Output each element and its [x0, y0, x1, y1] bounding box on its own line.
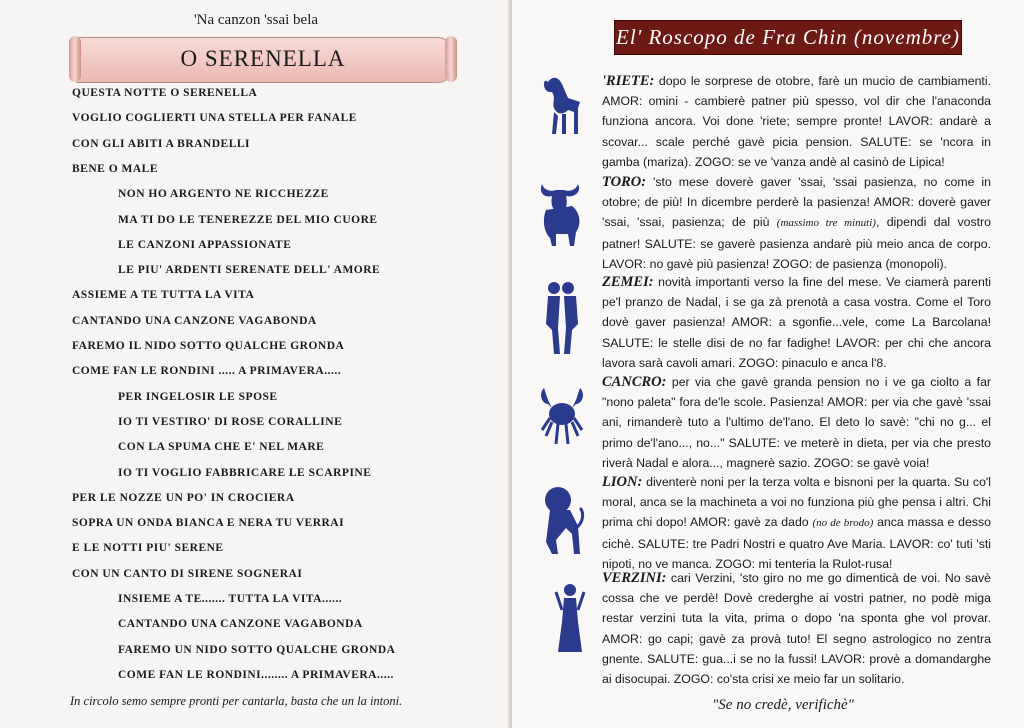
sign-text: cari Verzini, 'sto giro no me go dimenticà de voi. No savè cossa che ve perdè! Dovè crederghe ai vostri patner, no podè miga restar verzini tuta la vita, prima o dopo 'na sponta ghe vol provar. AMOR: go capi; gavè za provà tuto! El segno astrologico no zentra gnente. SALUTE: gua...i se no la fussi! LAVOR: provè a domandarghe ai disocupai. ZOGO: co'sta crisi xe meio far un solitario. — [602, 571, 991, 687]
lyric-line: BENE O MALE — [72, 162, 159, 175]
lyric-line: NON HO ARGENTO NE RICCHEZZE — [118, 188, 329, 201]
lyric-line: QUESTA NOTTE O SERENELLA — [72, 87, 258, 99]
title-scroll — [74, 37, 452, 83]
cancer-icon — [538, 380, 582, 452]
lyric-line: LE CANZONI APPASSIONATE — [118, 238, 292, 251]
taurus-icon — [536, 176, 580, 248]
lyric-line: LE PIU' ARDENTI SERENATE DELL' AMORE — [118, 264, 381, 277]
song-supertitle: 'Na canzon 'ssai bela — [193, 12, 319, 28]
horoscope-leo — [602, 472, 991, 574]
sign-text: per via che gavè granda pension no i ve ga ciolto a far "nono paleta" fora de'le scole. Pasienza! AMOR: per via che gavè 'ssai ani, rimanderè tuto a l'ultimo de'l'ano. El deto lo savè: "chi no g... el primo de'l'ano..., no..." SALUTE: ve meterè in dieta, per via che presto riverà Nadal e alora..., magnerè sazio. ZOGO: se gavè voia! — [602, 375, 991, 470]
sign-name: TORO: — [602, 174, 647, 190]
lyric-line: PER LE NOZZE UN PO' IN CROCIERA — [72, 491, 295, 504]
lyric-line: COME FAN LE RONDINI........ A PRIMAVERA..... — [118, 668, 394, 681]
lyric-line: SOPRA UN ONDA BIANCA E NERA TU VERRAI — [72, 517, 345, 530]
sign-name: 'RIETE: — [602, 73, 655, 89]
sign-text: , dipendi dal vostro patner! SALUTE: se gaverè pasienza andarè più meio anca de corpo. LAVOR: no gavè più pasienza! ZOGO: de pasienza (monopoli). — [602, 215, 991, 271]
lyric-line: IO TI VOGLIO FABBRICARE LE SCARPINE — [118, 466, 372, 479]
horoscope-aries — [602, 71, 991, 172]
lyric-line: IO TI VESTIRO' DI ROSE CORALLINE — [118, 415, 343, 428]
sign-text: diventerè noni per la terza volta e bisnoni per la quarta. Su co'l moral, anca se la machineta a voi no funziona più ghe pensa i altri. Chi prima chi dopo! AMOR: gavè za dado — [602, 475, 991, 530]
horoscope-gemini — [602, 272, 991, 373]
sign-name: ZEMEI: — [602, 274, 654, 290]
lyric-line: ASSIEME A TE TUTTA LA VITA — [72, 289, 255, 302]
lyric-line: CANTANDO UNA CANZONE VAGABONDA — [118, 618, 363, 631]
gemini-icon — [540, 278, 584, 358]
sign-name: VERZINI: — [602, 570, 667, 586]
lyric-line: CON GLI ABITI A BRANDELLI — [72, 137, 251, 150]
leo-icon — [540, 482, 584, 558]
lyric-line: CON UN CANTO DI SIRENE SOGNERAI — [72, 567, 303, 580]
lyric-line: COME FAN LE RONDINI ..... A PRIMAVERA..... — [72, 365, 342, 378]
lyric-line: CON LA SPUMA CHE E' NEL MARE — [118, 441, 325, 454]
sign-aside: (no de brodo) — [812, 517, 874, 530]
sign-name: LION: — [602, 474, 643, 490]
horoscope-cancer — [602, 372, 991, 473]
sign-text: anca massa e desso cichè. SALUTE: tre Padri Nostri e quatro Ave Maria. LAVOR: co' tuti 'sti nipoti, no ve manca. ZOGO: mi tenteria la Rulot-rusa! — [602, 515, 991, 571]
horoscope-title-banner — [614, 20, 962, 55]
lyric-line: E LE NOTTI PIU' SERENE — [72, 542, 224, 555]
lyric-line: CANTANDO UNA CANZONE VAGABONDA — [72, 314, 317, 327]
horoscope-virgo — [602, 568, 991, 689]
horoscope-title: El' Roscopo de Fra Chin (novembre) — [616, 25, 960, 49]
horoscope-taurus — [602, 172, 991, 274]
lyric-line: VOGLIO COGLIERTI UNA STELLA PER FANALE — [72, 112, 357, 125]
song-title: O SERENELLA — [180, 46, 346, 71]
lyric-line: PER INGELOSIR LE SPOSE — [118, 390, 278, 403]
sign-aside: (massimo tre minuti) — [776, 217, 876, 230]
lyric-line: INSIEME A TE....... TUTTA LA VITA...... — [118, 593, 343, 605]
virgo-icon — [552, 582, 596, 654]
sign-text: novità importanti verso la fine del mese. Ve ciamerà parenti pe'l pranzo de Nadal, i se ga zà prenotà a casa vostra. Come el Toro dovè gaver pasienza! AMOR: a sgonfie...vele, come La Barcolana! SALUTE: le stelle disi de no far fadighe! LAVOR: per chi che ancora lavora sarà cavoli amari. ZOGO: pinaculo e anca l'8. — [602, 275, 991, 370]
aries-icon — [540, 72, 584, 152]
song-footnote: In circolo semo sempre pronti per cantarla, basta che un la intoni. — [70, 694, 403, 708]
sign-text: 'sto mese doverè gaver 'ssai, 'ssai pasienza, no come in otobre; de più! In dicembre perderè la pasienza! AMOR: doverè gaver 'ssai, 'ssai, pasienza; de più — [602, 175, 991, 230]
lyric-line: FAREMO UN NIDO SOTTO QUALCHE GRONDA — [118, 643, 396, 656]
sign-name: CANCRO: — [602, 374, 667, 390]
lyric-line: MA TI DO LE TENEREZZE DEL MIO CUORE — [118, 213, 378, 226]
horoscope-motto: "Se no credè, verifichè" — [712, 697, 854, 713]
sign-text: dopo le sorprese de otobre, farè un mucio de cambiamenti. AMOR: omini - cambierè patner più spesso, vol dir che l'anaconda funziona ancora. Voi done 'riete; sempre pronte! LAVOR: andarè a scovar... scale perché gavè picia pension. SALUTE: se 'ncora in gamba (mariza). ZOGO: se ve 'vanza andè al casinò de Lipica! — [602, 74, 991, 169]
lyric-line: FAREMO IL NIDO SOTTO QUALCHE GRONDA — [72, 340, 345, 352]
